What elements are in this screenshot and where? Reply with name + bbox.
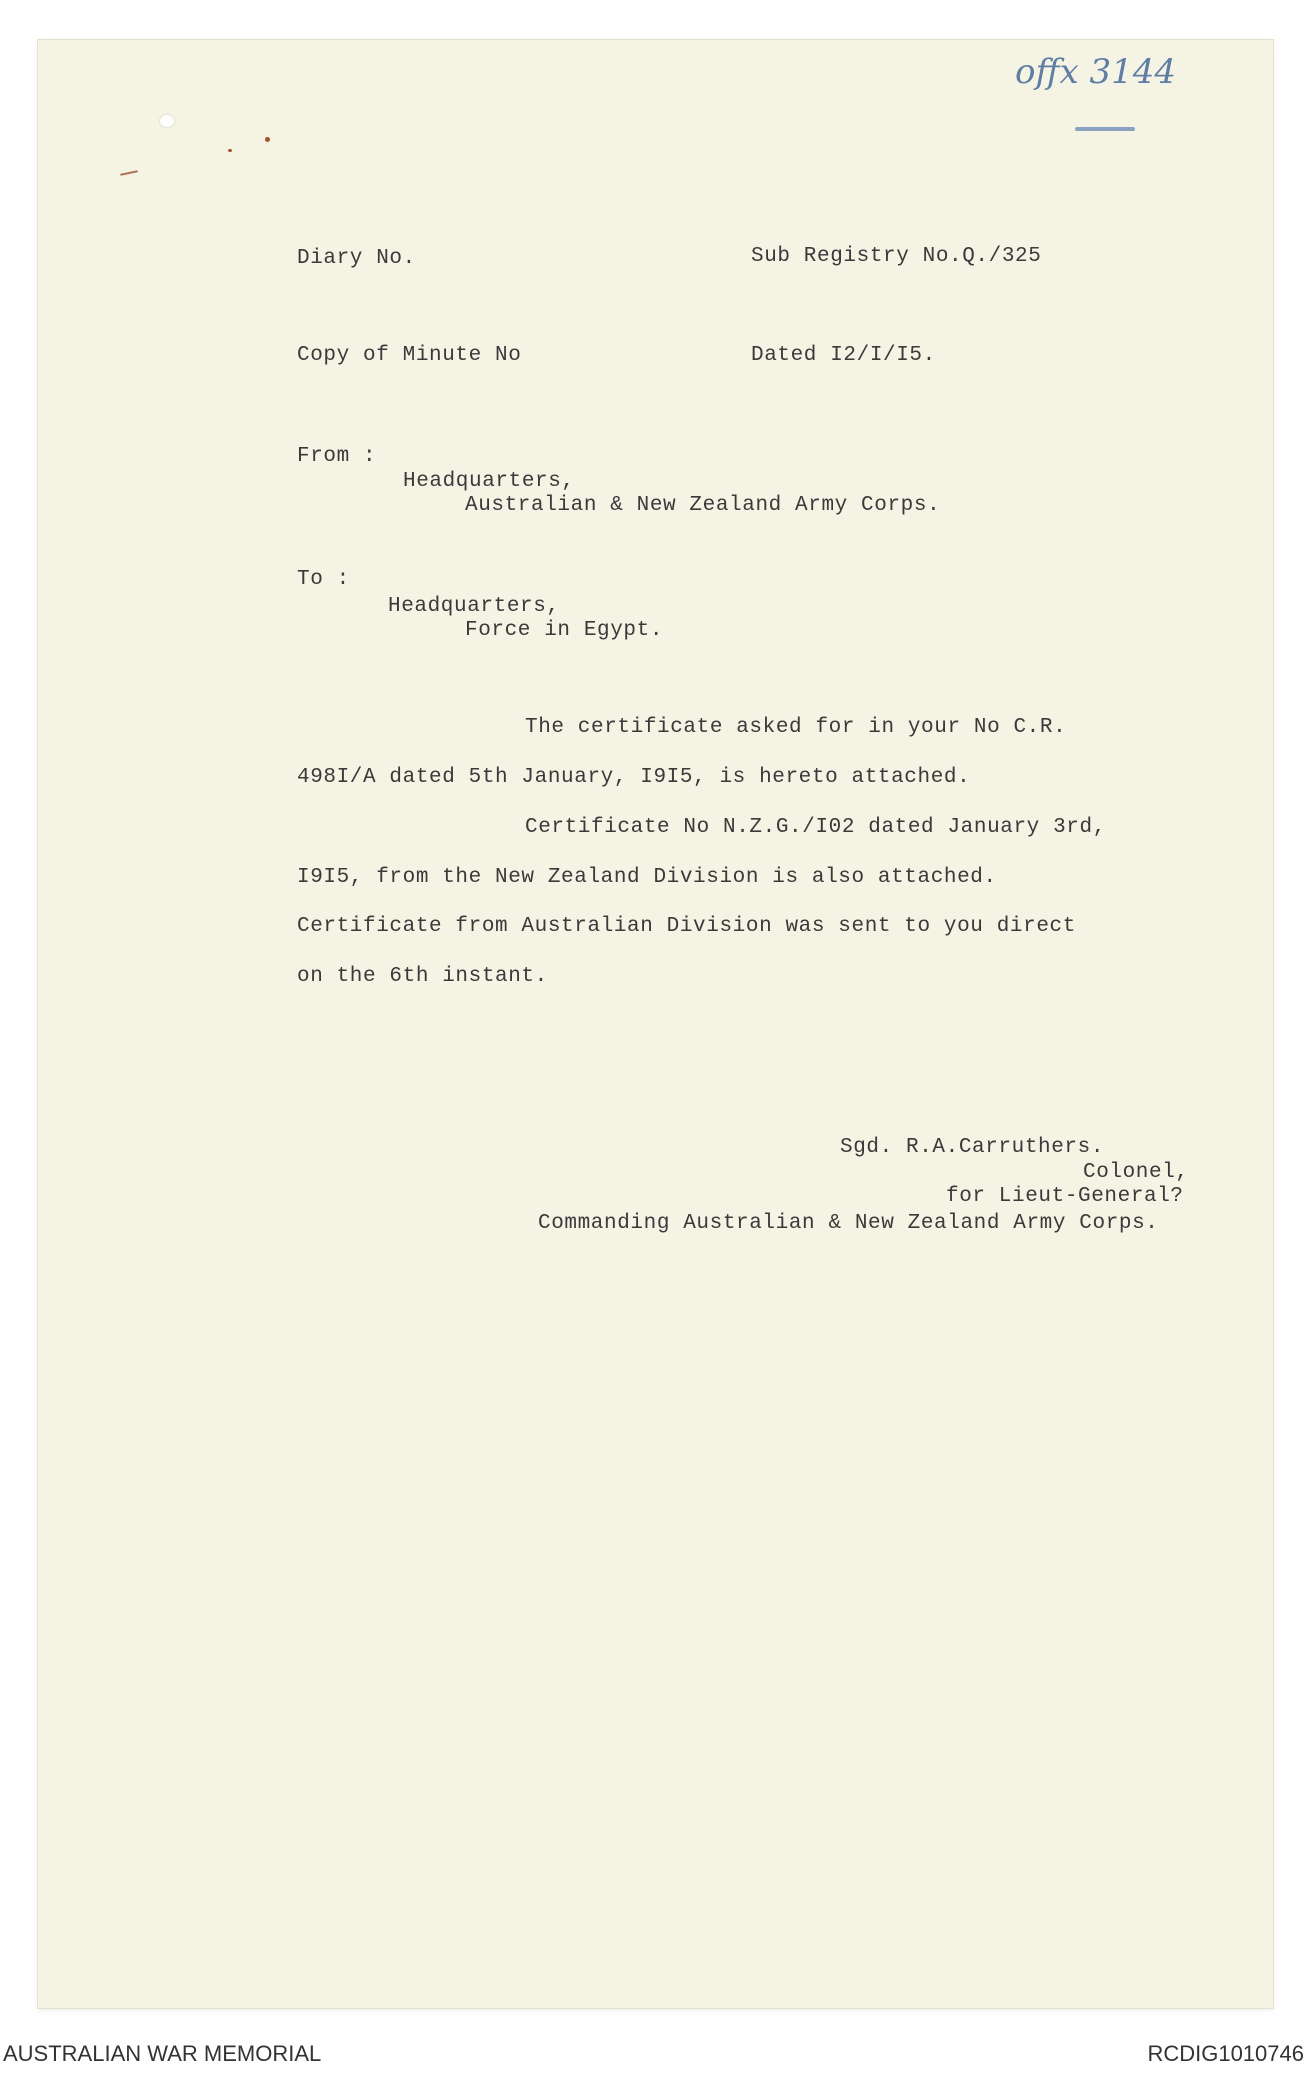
signature-name: Sgd. R.A.Carruthers. (840, 1136, 1105, 1159)
to-line-2: Force in Egypt. (465, 619, 664, 642)
signature-rank: Colonel, (1083, 1161, 1189, 1184)
to-line-1: Headquarters, (388, 595, 560, 618)
body-line-5: Certificate from Australian Division was sent to you direct (297, 915, 1076, 938)
sub-registry-number: Sub Registry No.Q./325 (751, 245, 1042, 268)
reference-underline (1075, 127, 1135, 131)
from-line-2: Australian & New Zealand Army Corps. (465, 494, 941, 517)
body-line-3: Certificate No N.Z.G./I02 dated January 3rd, (525, 816, 1106, 839)
copy-of-minute-label: Copy of Minute No (297, 344, 522, 367)
rust-spot (265, 137, 270, 142)
body-line-6: on the 6th instant. (297, 965, 548, 988)
to-label: To : (297, 568, 350, 591)
from-label: From : (297, 445, 377, 468)
rust-spot (228, 149, 232, 152)
handwritten-reference: offx 3144 (1015, 52, 1177, 92)
footer-id: RCDIG1010746 (1147, 2041, 1304, 2066)
footer-source: AUSTRALIAN WAR MEMORIAL (3, 2041, 322, 2066)
body-line-2: 498I/A dated 5th January, I9I5, is hereto attached. (297, 766, 971, 789)
minute-date: Dated I2/I/I5. (751, 344, 936, 367)
body-line-1: The certificate asked for in your No C.R. (525, 716, 1067, 739)
body-line-4: I9I5, from the New Zealand Division is also attached. (297, 866, 997, 889)
punch-hole (160, 115, 174, 127)
signature-command: Commanding Australian & New Zealand Army Corps. (538, 1212, 1159, 1235)
document-page (38, 40, 1273, 2008)
diary-number-label: Diary No. (297, 247, 416, 270)
from-line-1: Headquarters, (403, 470, 575, 493)
signature-for: for Lieut-General? (946, 1185, 1184, 1208)
